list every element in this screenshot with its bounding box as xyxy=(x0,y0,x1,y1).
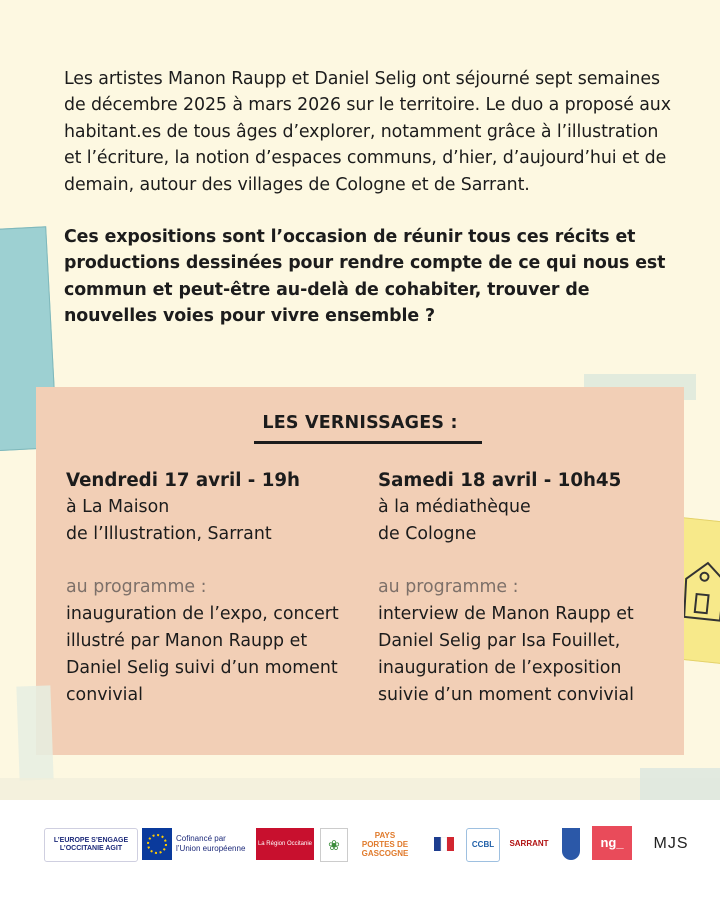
event-place: à la médiathèque xyxy=(378,497,531,517)
logo-text: PAYS xyxy=(374,830,396,840)
sarrant-logo: SARRANT xyxy=(509,839,549,848)
logo-text: PORTES DE xyxy=(361,839,409,849)
mjs-logo: MJS xyxy=(653,835,689,852)
prefecture-logo xyxy=(424,828,464,860)
event-place: de l’Illustration, Sarrant xyxy=(66,524,272,544)
pays-portes-gascogne-logo xyxy=(352,828,418,860)
event-date: Samedi 18 avril - 10h45 xyxy=(378,470,622,491)
tape-strip xyxy=(16,685,53,780)
occitanie-region-logo: La Région Occitanie xyxy=(256,828,314,860)
intro-paragraph: Les artistes Manon Raupp et Daniel Selig ont séjourné sept semaines de décembre 2025 à mars 2026 sur le territoire. Le duo a proposé aux habitant.es de tous âges d’explorer, notamment grâce à l’illustration et l’écriture, la notion d’espaces communs, d’hier, d’aujourd’hui et de demain, autour des villages de Cologne et de Sarrant. xyxy=(64,69,671,195)
vernissages-title: LES VERNISSAGES : xyxy=(262,413,458,433)
intro-text xyxy=(64,66,674,330)
intro-lead: Ces expositions sont l’occasion de réunir tous ces récits et productions dessinées pour rendre compte de ce qui nous est commun et peut-être au-delà de cohabiter, trouver de nouvelles voies pour vivre ensemble ? xyxy=(64,227,666,327)
ccbl-logo: CCBL xyxy=(466,828,500,862)
europe-occitanie-logo xyxy=(44,828,138,862)
title-underline xyxy=(254,441,482,444)
eu-cofinance-text: Cofinancé par l’Union européenne xyxy=(176,834,246,853)
event-friday xyxy=(66,467,356,709)
tape-strip xyxy=(0,778,720,800)
event-place: à La Maison xyxy=(66,497,170,517)
logo-text: L’EUROPE S’ENGAGE xyxy=(53,837,129,844)
event-date: Vendredi 17 avril - 19h xyxy=(66,470,300,491)
program-label: au programme : xyxy=(378,577,519,597)
program-label: au programme : xyxy=(66,577,207,597)
program-text: interview de Manon Raupp et Daniel Selig par Isa Fouillet, inauguration de l’exposition suivie d’un moment convivial xyxy=(378,604,634,705)
coat-of-arms-icon xyxy=(562,828,580,860)
event-saturday xyxy=(378,467,668,709)
tape-strip xyxy=(640,768,720,800)
event-place: de Cologne xyxy=(378,524,477,544)
vernissages-panel xyxy=(36,387,684,755)
leaf-icon: ❀ xyxy=(320,828,348,862)
logo-text: L’OCCITANIE AGIT xyxy=(59,845,123,852)
eu-flag-icon xyxy=(142,828,172,860)
logo-text: GASCOGNE xyxy=(361,848,409,858)
partner-logos xyxy=(0,800,720,900)
ng-logo: ng_ xyxy=(592,826,632,860)
program-text: inauguration de l’expo, concert illustré par Manon Raupp et Daniel Selig suivi d’un moment convivial xyxy=(66,604,339,705)
